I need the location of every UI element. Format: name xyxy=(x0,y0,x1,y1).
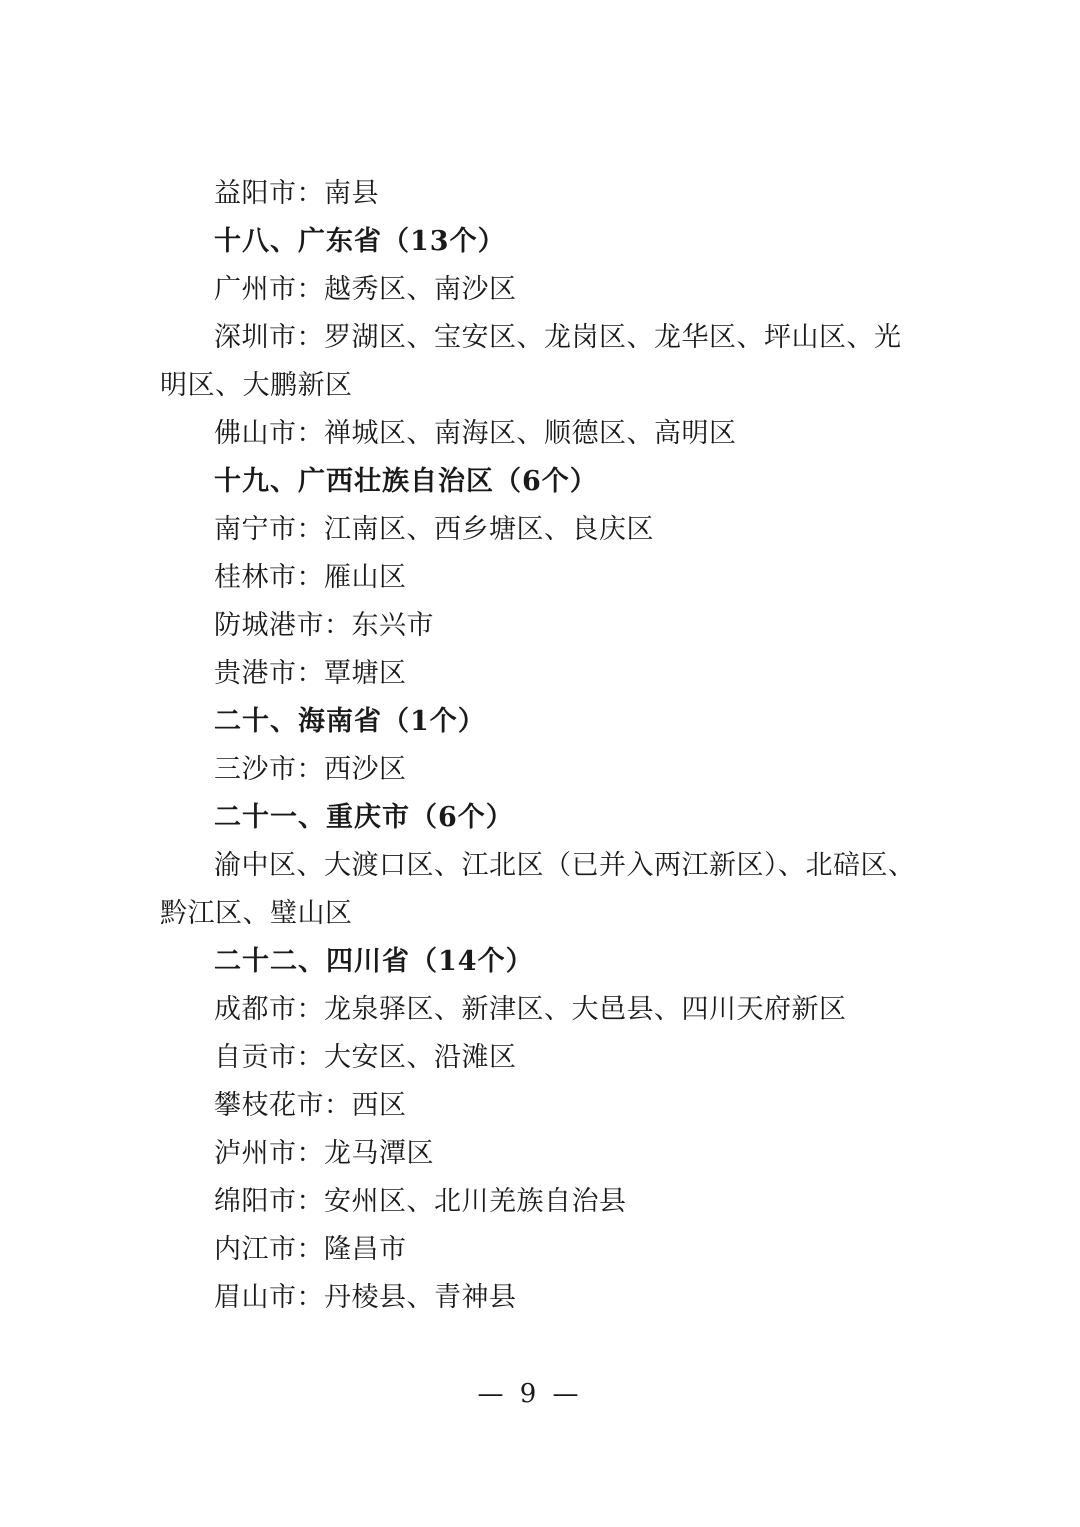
text-line: 三沙市：西沙区 xyxy=(214,754,407,785)
document-body xyxy=(160,170,920,1322)
text-line: 泸州市：龙马潭区 xyxy=(214,1138,434,1169)
text-line: 贵港市：覃塘区 xyxy=(214,658,407,689)
text-line: 桂林市：雁山区 xyxy=(214,562,407,593)
text-line: 内江市：隆昌市 xyxy=(214,1234,407,1265)
section-heading: 二十二、四川省（14个） xyxy=(214,946,534,977)
text-line: 攀枝花市：西区 xyxy=(214,1090,407,1121)
text-line: 防城港市：东兴市 xyxy=(214,610,434,641)
text-line: 益阳市：南县 xyxy=(214,178,379,209)
page-number: — 9 — xyxy=(477,1379,583,1409)
section-heading: 二十一、重庆市（6个） xyxy=(214,802,514,833)
text-line: 佛山市：禅城区、南海区、顺德区、高明区 xyxy=(214,418,737,449)
page-footer xyxy=(0,1379,1080,1409)
section-heading: 十九、广西壮族自治区（6个） xyxy=(214,466,598,497)
text-line: 深圳市：罗湖区、宝安区、龙岗区、龙华区、坪山区、光明区、大鹏新区 xyxy=(160,322,902,401)
section-heading: 二十、海南省（1个） xyxy=(214,706,486,737)
text-line: 眉山市：丹棱县、青神县 xyxy=(214,1282,517,1313)
section-heading: 十八、广东省（13个） xyxy=(214,226,506,257)
text-line: 成都市：龙泉驿区、新津区、大邑县、四川天府新区 xyxy=(214,994,847,1025)
text-line: 渝中区、大渡口区、江北区（已并入两江新区）、北碚区、黔江区、璧山区 xyxy=(160,850,916,929)
text-line: 自贡市：大安区、沿滩区 xyxy=(214,1042,517,1073)
text-line: 南宁市：江南区、西乡塘区、良庆区 xyxy=(214,514,654,545)
text-line: 绵阳市：安州区、北川羌族自治县 xyxy=(214,1186,627,1217)
text-line: 广州市：越秀区、南沙区 xyxy=(214,274,517,305)
